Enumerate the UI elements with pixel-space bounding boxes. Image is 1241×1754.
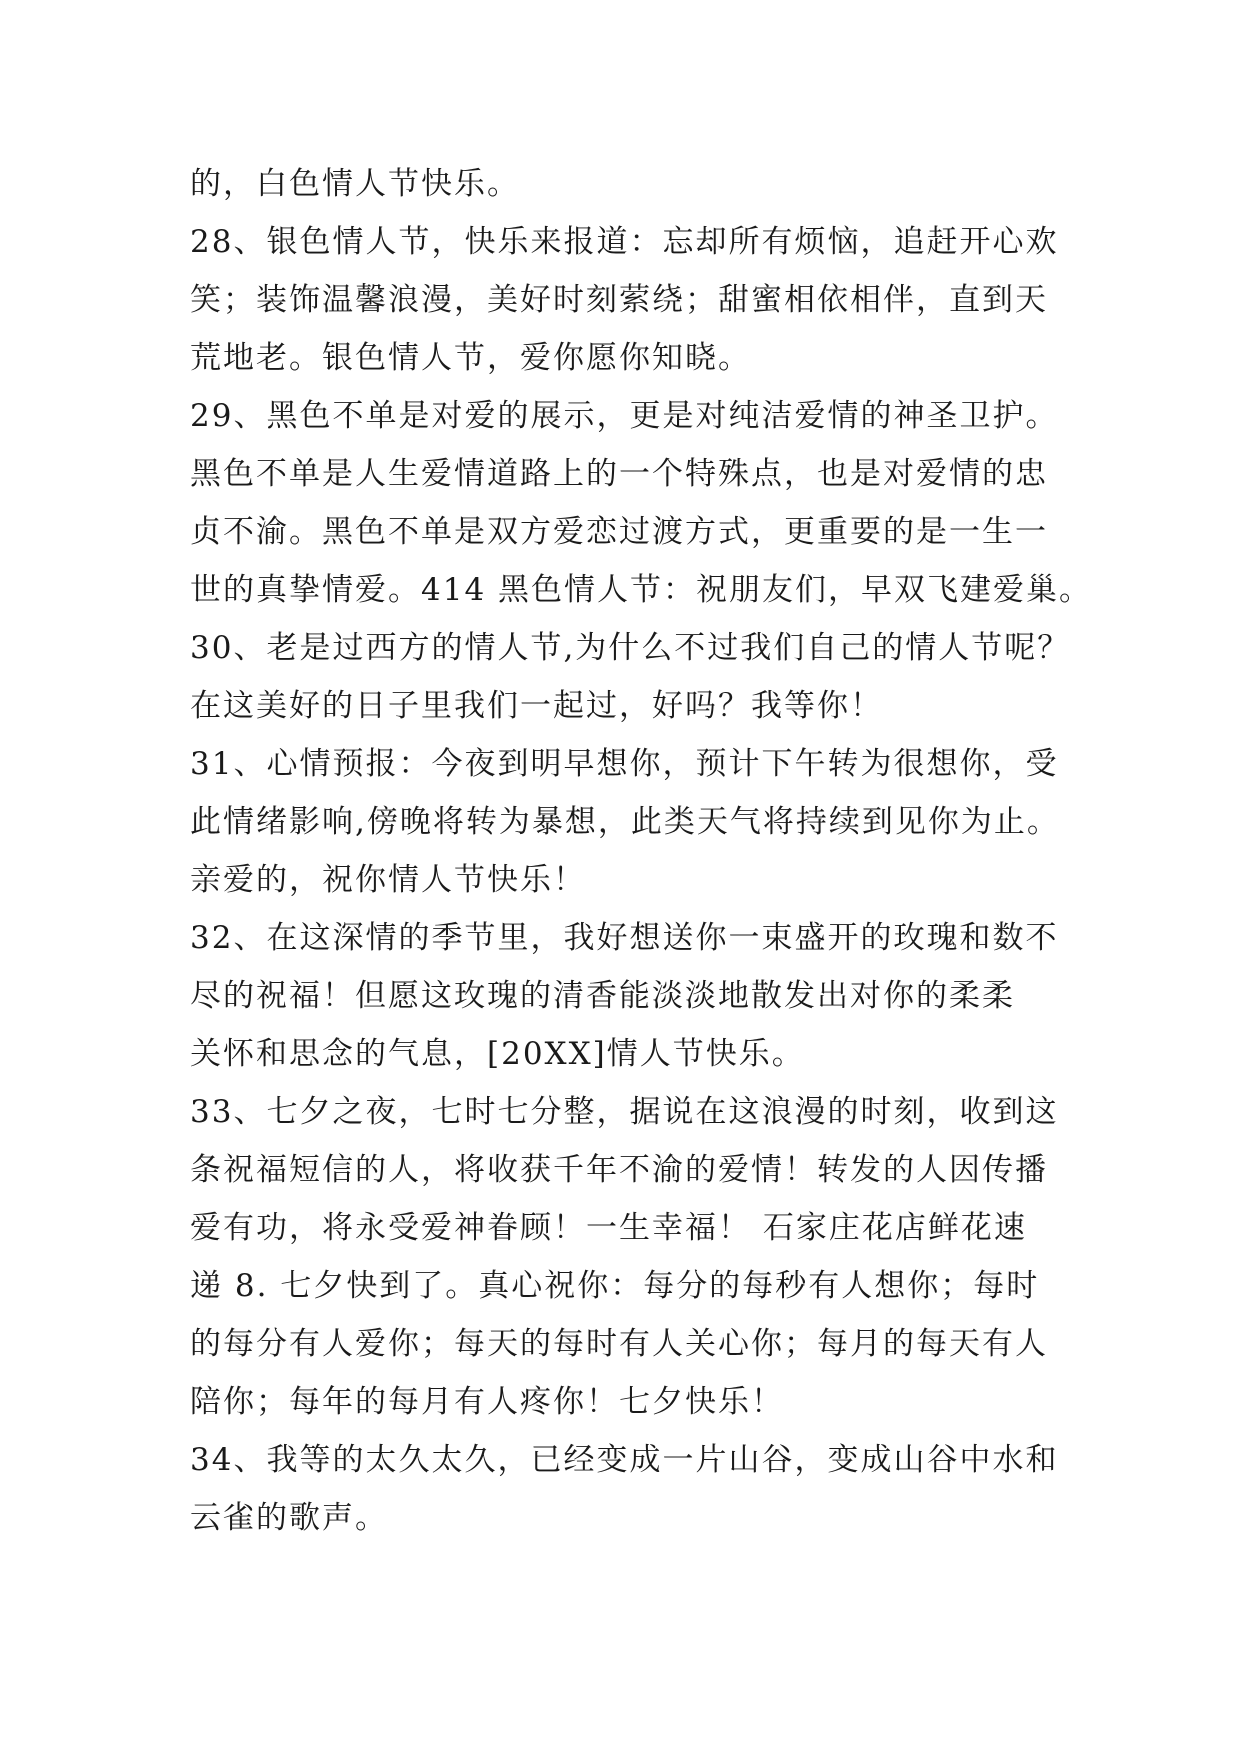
text-line: 31、心情预报：今夜到明早想你，预计下午转为很想你，受 xyxy=(190,746,1059,782)
text-line: 此情绪影响,傍晚将转为暴想，此类天气将持续到见你为止。 xyxy=(190,804,1060,840)
text-line: 尽的祝福！但愿这玫瑰的清香能淡淡地散发出对你的柔柔 xyxy=(190,978,1015,1014)
text-line: 云雀的歌声。 xyxy=(190,1500,388,1536)
text-line: 递 8. 七夕快到了。真心祝你：每分的每秒有人想你；每时 xyxy=(190,1268,1040,1304)
text-line: 34、我等的太久太久，已经变成一片山谷，变成山谷中水和 xyxy=(190,1442,1059,1478)
text-line: 30、老是过西方的情人节,为什么不过我们自己的情人节呢？ xyxy=(190,630,1071,666)
text-line: 关怀和思念的气息，[20XX]情人节快乐。 xyxy=(190,1036,805,1072)
text-line: 笑；装饰温馨浪漫，美好时刻萦绕；甜蜜相依相伴，直到天 xyxy=(190,282,1048,318)
text-line: 条祝福短信的人，将收获千年不渝的爱情！转发的人因传播 xyxy=(190,1152,1048,1188)
document-page xyxy=(190,155,1093,1547)
text-line: 33、七夕之夜，七时七分整，据说在这浪漫的时刻，收到这 xyxy=(190,1094,1059,1130)
text-line: 亲爱的，祝你情人节快乐！ xyxy=(190,862,586,898)
text-line: 荒地老。银色情人节，爱你愿你知晓。 xyxy=(190,340,751,376)
text-line: 在这美好的日子里我们一起过，好吗？我等你！ xyxy=(190,688,883,724)
text-line: 贞不渝。黑色不单是双方爱恋过渡方式，更重要的是一生一 xyxy=(190,514,1048,550)
text-line: 陪你；每年的每月有人疼你！七夕快乐！ xyxy=(190,1384,784,1420)
text-line: 29、黑色不单是对爱的展示，更是对纯洁爱情的神圣卫护。 xyxy=(190,398,1059,434)
text-line: 32、在这深情的季节里，我好想送你一束盛开的玫瑰和数不 xyxy=(190,920,1059,956)
text-line: 的，白色情人节快乐。 xyxy=(190,166,520,202)
text-line: 28、银色情人节，快乐来报道：忘却所有烦恼，追赶开心欢 xyxy=(190,224,1059,260)
text-line: 黑色不单是人生爱情道路上的一个特殊点，也是对爱情的忠 xyxy=(190,456,1048,492)
text-line: 爱有功，将永受爱神眷顾！一生幸福！ 石家庄花店鲜花速 xyxy=(190,1210,1027,1246)
text-line: 世的真挚情爱。414 黑色情人节：祝朋友们，早双飞建爱巢。 xyxy=(190,572,1093,608)
text-line: 的每分有人爱你；每天的每时有人关心你；每月的每天有人 xyxy=(190,1326,1048,1362)
